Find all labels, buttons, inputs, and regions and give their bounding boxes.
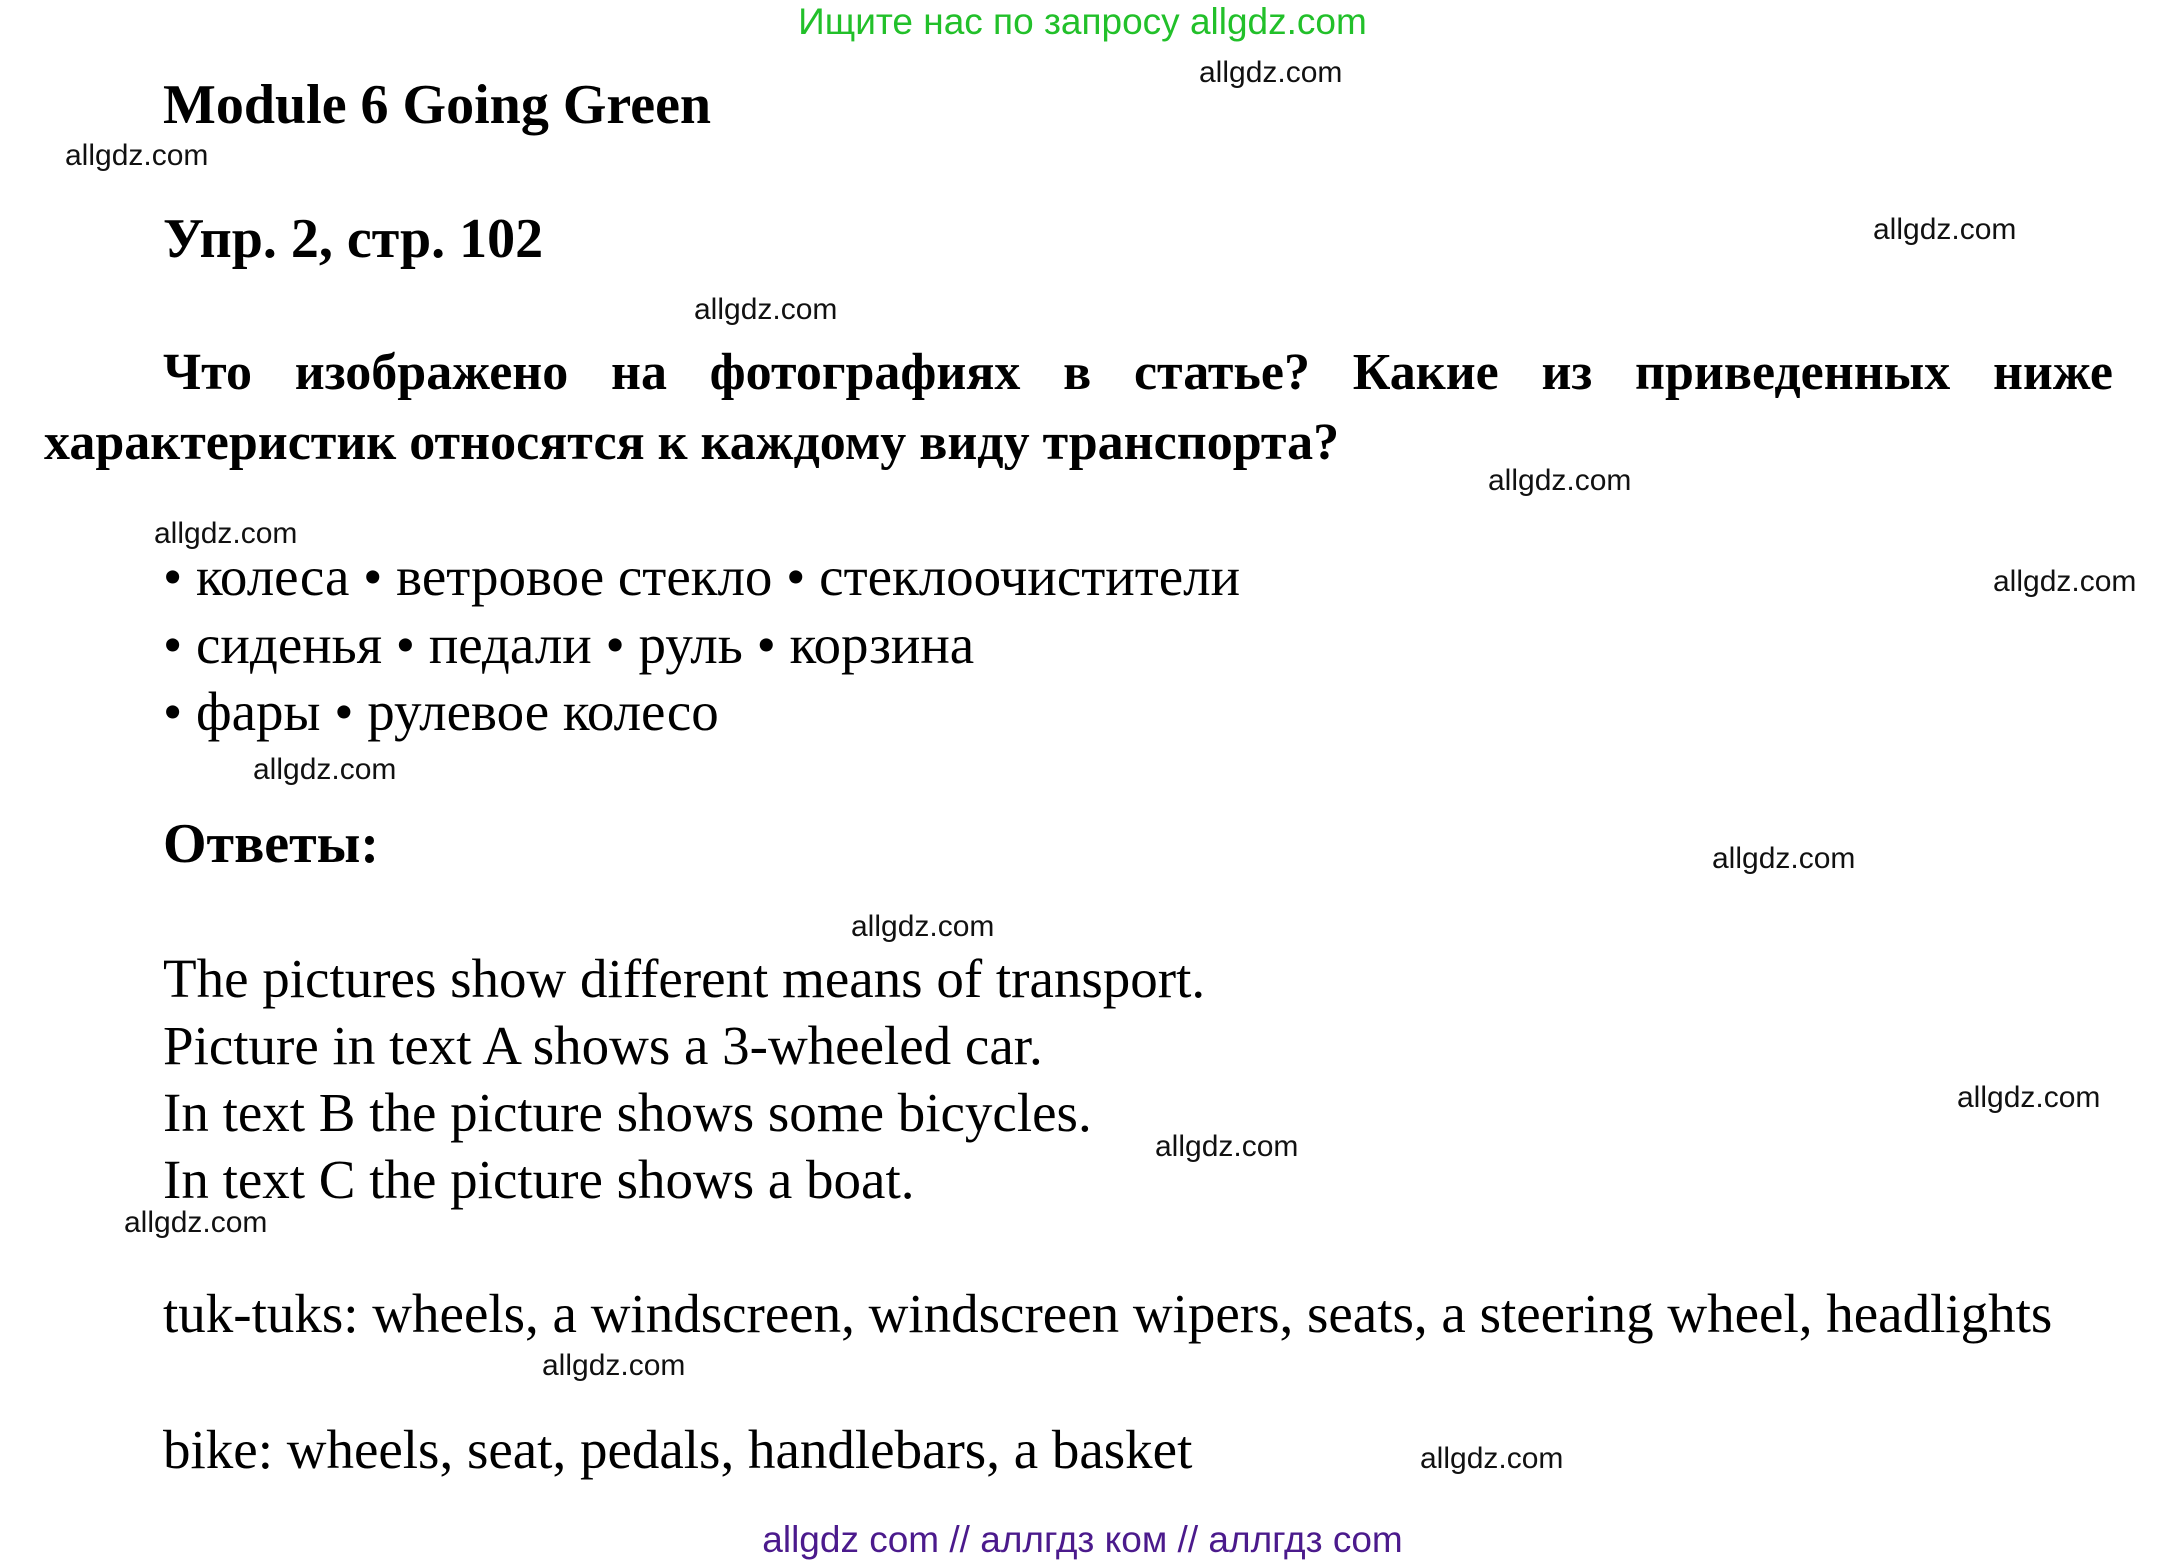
answer-line: In text B the picture shows some bicycles. (163, 1082, 1092, 1143)
watermark: allgdz.com (694, 293, 838, 326)
search-banner: Ищите нас по запросу allgdz.com (798, 1, 1367, 42)
watermark: allgdz.com (1420, 1442, 1564, 1475)
watermark: allgdz.com (1155, 1130, 1299, 1163)
watermark: allgdz.com (1199, 56, 1343, 89)
watermark: allgdz.com (851, 910, 995, 943)
watermark: allgdz.com (154, 517, 298, 550)
bike-answer: bike: wheels, seat, pedals, handlebars, a basket (163, 1419, 1193, 1480)
watermark: allgdz.com (1488, 464, 1632, 497)
watermark: allgdz.com (65, 139, 209, 172)
watermark: allgdz.com (542, 1349, 686, 1382)
answers-heading: Ответы: (163, 813, 380, 875)
question-text: Что изображено на фотографиях в статье? Какие из приведенных ниже характеристик относятся к каждому виду транспорта? (44, 344, 2113, 471)
watermark: allgdz.com (1873, 213, 2017, 246)
watermark: allgdz.com (1712, 842, 1856, 875)
footer-links: allgdz com // аллгдз ком // аллгдз com (762, 1519, 1403, 1560)
bullet-line: • сиденья • педали • руль • корзина (163, 614, 975, 675)
bullet-line: • фары • рулевое колесо (163, 681, 719, 742)
answer-line: Picture in text A shows a 3-wheeled car. (163, 1015, 1043, 1076)
answer-line: In text C the picture shows a boat. (163, 1149, 915, 1210)
tuktuks-answer: tuk-tuks: wheels, a windscreen, windscreen wipers, seats, a steering wheel, headlights (163, 1283, 2053, 1344)
watermark: allgdz.com (1993, 565, 2137, 598)
exercise-heading: Упр. 2, стр. 102 (163, 208, 544, 270)
watermark: allgdz.com (253, 753, 397, 786)
watermark: allgdz.com (124, 1206, 268, 1239)
page-title: Module 6 Going Green (163, 74, 712, 136)
bullet-line: • колеса • ветровое стекло • стеклоочистители (163, 546, 1241, 607)
watermark: allgdz.com (1957, 1081, 2101, 1114)
answer-line: The pictures show different means of transport. (163, 948, 1206, 1009)
